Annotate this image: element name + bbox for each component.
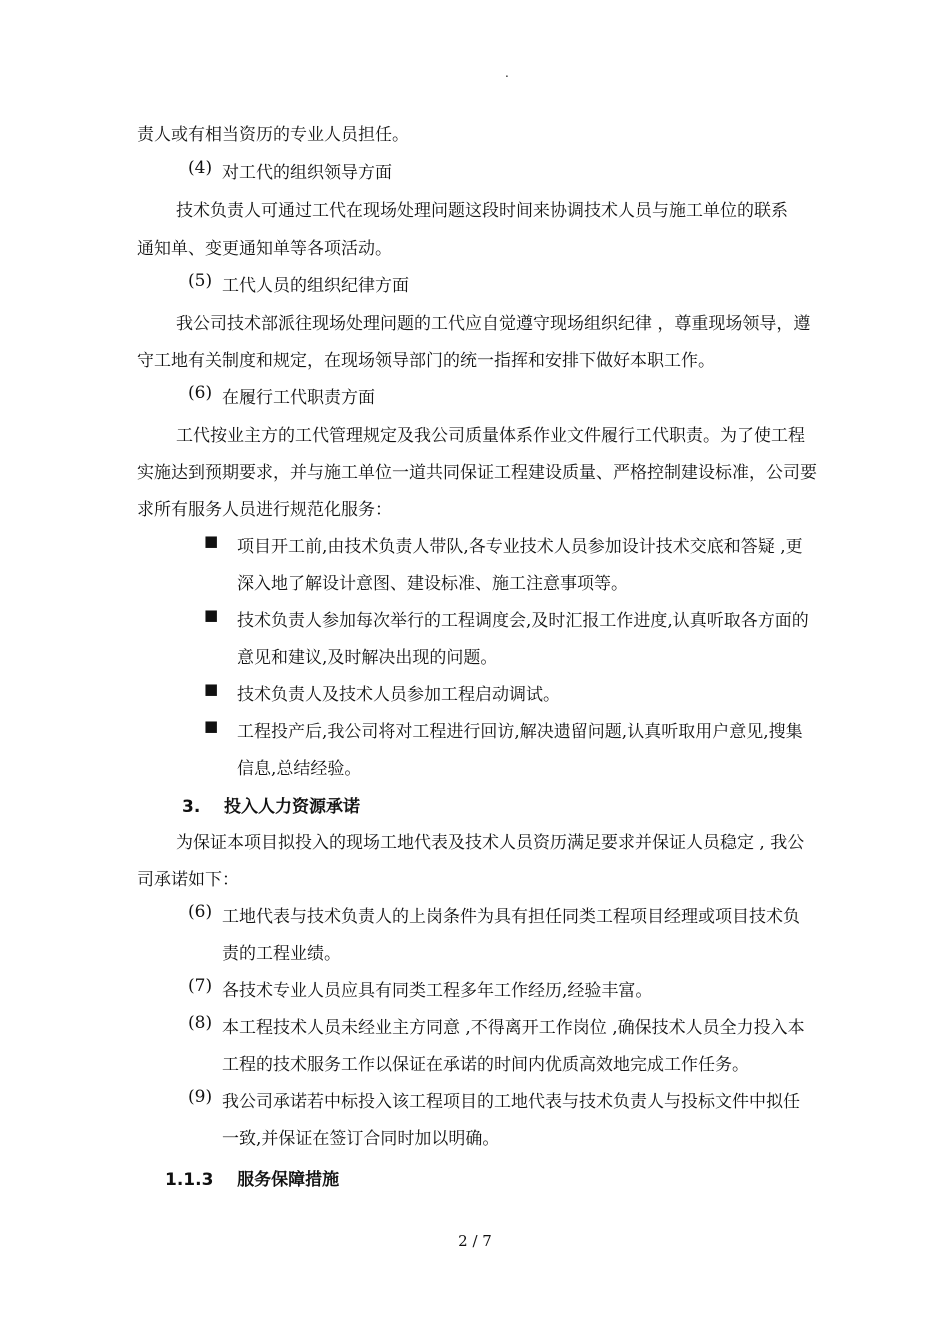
section-heading: 1.1.3 服务保障措施: [165, 1170, 340, 1190]
subsection-title: 在履行工代职责方面: [222, 388, 375, 408]
subsection-number: (4): [188, 158, 213, 178]
bullet-text: 信息,总结经验。: [237, 759, 362, 779]
bullet-text: 项目开工前,由技术负责人带队,各专业技术人员参加设计技术交底和答疑 ,更: [237, 537, 803, 557]
item-text: 各技术专业人员应具有同类工程多年工作经历,经验丰富。: [222, 981, 653, 1001]
bullet-text: 深入地了解设计意图、建设标准、施工注意事项等。: [237, 574, 628, 594]
square-bullet-icon: ■: [204, 680, 219, 698]
paragraph-line: 工代按业主方的工代管理规定及我公司质量体系作业文件履行工代职责。为了使工程: [176, 426, 805, 446]
item-number: (9): [188, 1087, 213, 1107]
square-bullet-icon: ■: [204, 532, 219, 550]
square-bullet-icon: ■: [204, 717, 219, 735]
bullet-text: 意见和建议,及时解决出现的问题。: [237, 648, 498, 668]
bullet-text: 技术负责人参加每次举行的工程调度会,及时汇报工作进度,认真听取各方面的: [237, 611, 809, 631]
subsection-number: (6): [188, 383, 213, 403]
item-text: 我公司承诺若中标投入该工程项目的工地代表与技术负责人与投标文件中拟任: [222, 1092, 800, 1112]
item-text: 责的工程业绩。: [222, 944, 341, 964]
paragraph-line: 为保证本项目拟投入的现场工地代表及技术人员资历满足要求并保证人员稳定 , 我公: [176, 833, 805, 853]
paragraph-line: 司承诺如下：: [137, 870, 239, 890]
item-text: 工程的技术服务工作以保证在承诺的时间内优质高效地完成工作任务。: [222, 1055, 749, 1075]
section-heading: 3. 投入人力资源承诺: [182, 797, 360, 817]
item-number: (8): [188, 1013, 213, 1033]
item-text: 工地代表与技术负责人的上岗条件为具有担任同类工程项目经理或项目技术负: [222, 907, 800, 927]
paragraph-line: 通知单、变更通知单等各项活动。: [137, 239, 392, 259]
subsection-title: 工代人员的组织纪律方面: [222, 276, 409, 296]
bullet-text: 工程投产后,我公司将对工程进行回访,解决遗留问题,认真听取用户意见,搜集: [237, 722, 803, 742]
paragraph-line: 技术负责人可通过工代在现场处理问题这段时间来协调技术人员与施工单位的联系: [176, 201, 788, 221]
item-number: (7): [188, 976, 213, 996]
item-number: (6): [188, 902, 213, 922]
header-mark: .: [505, 66, 509, 80]
paragraph-line: 实施达到预期要求，并与施工单位一道共同保证工程建设质量、严格控制建设标准，公司要: [137, 463, 817, 483]
bullet-text: 技术负责人及技术人员参加工程启动调试。: [237, 685, 560, 705]
paragraph-line: 我公司技术部派往现场处理问题的工代应自觉遵守现场组织纪律 ，尊重现场领导，遵: [176, 314, 811, 334]
square-bullet-icon: ■: [204, 606, 219, 624]
item-text: 一致,并保证在签订合同时加以明确。: [222, 1129, 500, 1149]
paragraph-line: 责人或有相当资历的专业人员担任。: [137, 125, 409, 145]
paragraph-line: 守工地有关制度和规定，在现场领导部门的统一指挥和安排下做好本职工作。: [137, 351, 715, 371]
item-text: 本工程技术人员未经业主方同意 ,不得离开工作岗位 ,确保技术人员全力投入本: [222, 1018, 805, 1038]
paragraph-line: 求所有服务人员进行规范化服务：: [137, 500, 392, 520]
subsection-title: 对工代的组织领导方面: [222, 163, 392, 183]
subsection-number: (5): [188, 271, 213, 291]
page-number: 2 / 7: [458, 1232, 492, 1250]
